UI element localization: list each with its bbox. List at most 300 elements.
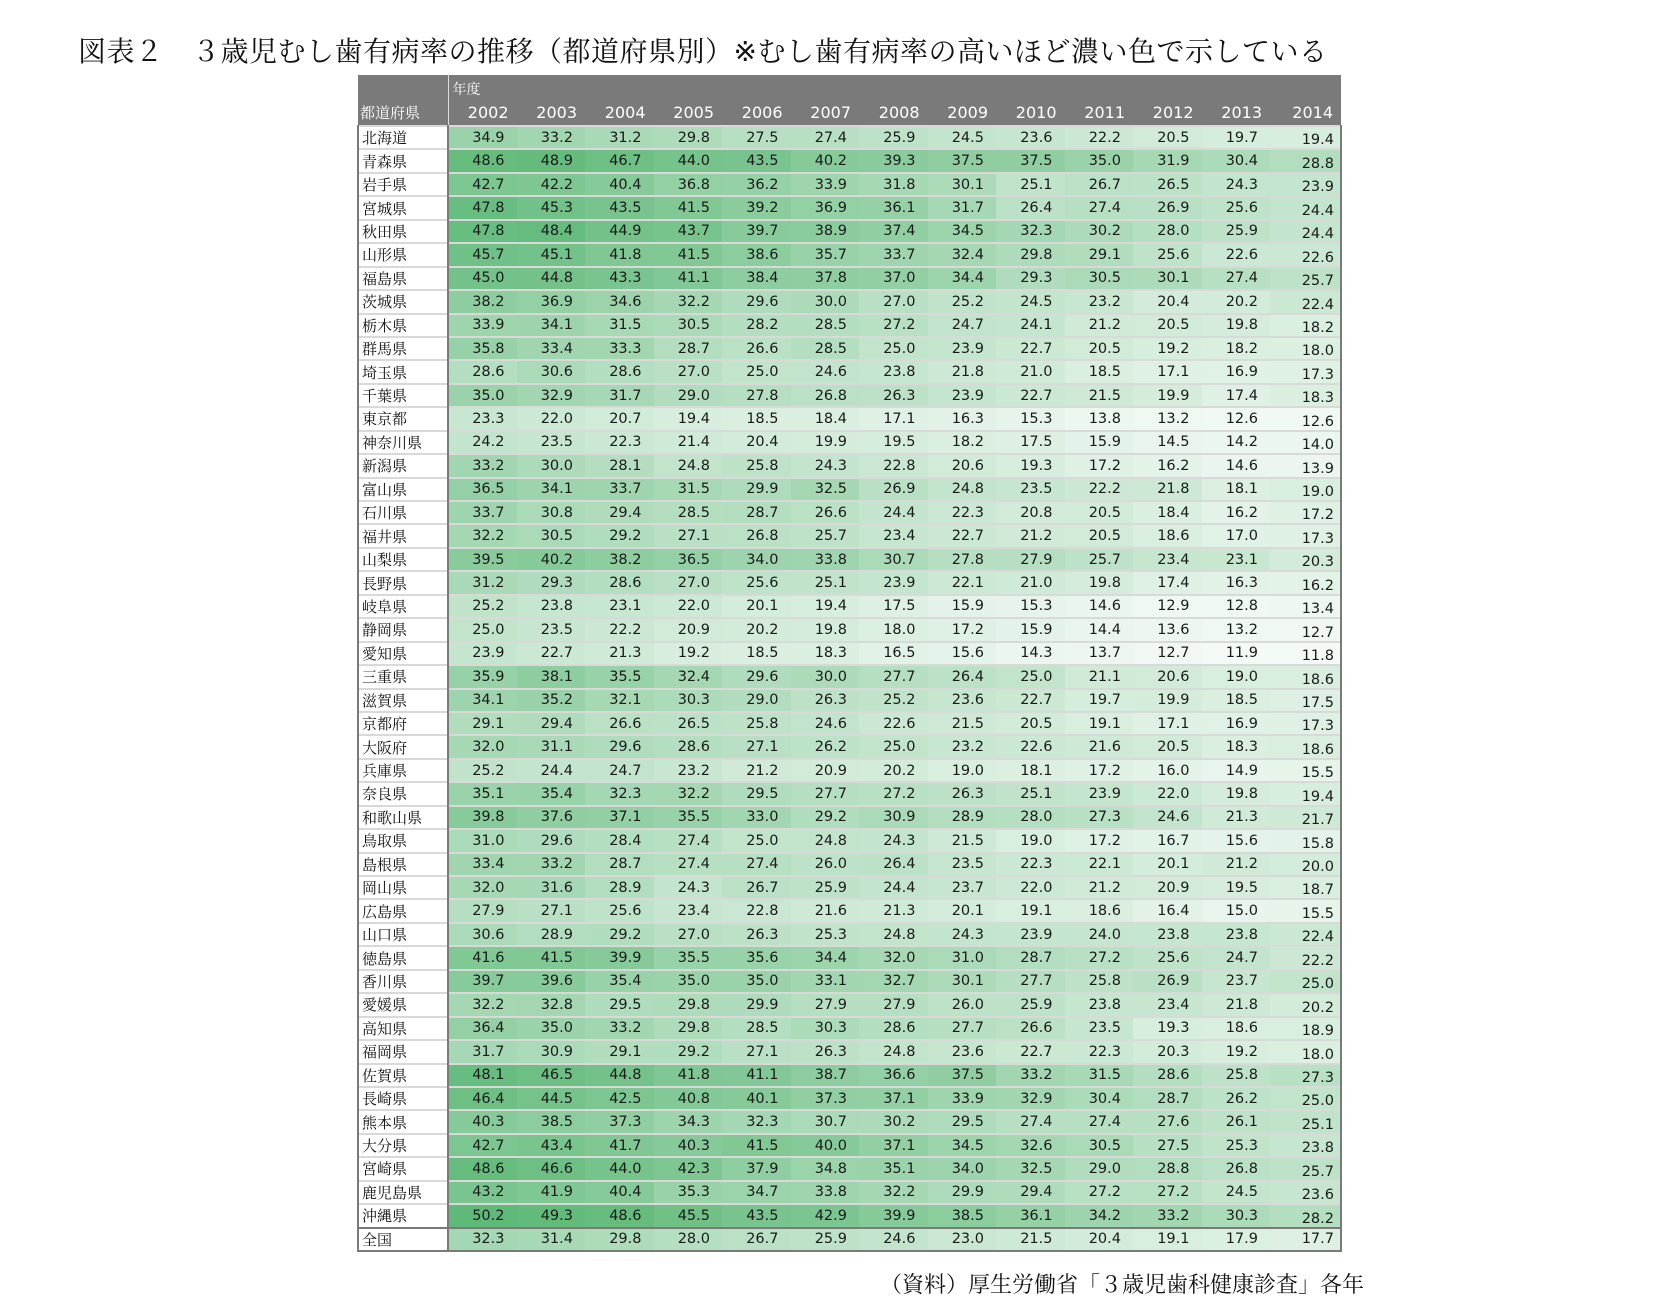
rate-cell: 33.8 [791,548,860,571]
rate-cell: 20.4 [1133,290,1202,313]
rate-cell: 41.5 [654,243,723,266]
rate-cell: 23.9 [1270,173,1341,196]
rate-cell: 25.9 [1202,220,1271,243]
rate-cell: 14.0 [1270,431,1341,454]
table-row [358,524,1341,547]
rate-cell: 22.4 [1270,923,1341,946]
table-row [358,571,1341,594]
rate-cell: 40.2 [517,548,586,571]
table-row [358,1040,1341,1063]
rate-cell: 21.3 [585,642,654,665]
rate-cell: 43.3 [585,267,654,290]
rate-cell: 14.9 [1202,759,1271,782]
rate-cell: 22.3 [996,853,1065,876]
rate-cell: 38.9 [791,220,860,243]
rate-cell: 23.2 [654,759,723,782]
rate-cell: 31.7 [585,384,654,407]
rate-cell: 25.9 [791,876,860,899]
rate-cell: 29.5 [585,993,654,1016]
rate-cell: 28.2 [1270,1204,1341,1227]
rate-cell: 22.1 [928,571,997,594]
rate-cell: 30.3 [654,689,723,712]
rate-cell: 25.9 [996,993,1065,1016]
rate-cell: 43.5 [722,1204,791,1227]
rate-cell: 12.6 [1202,407,1271,430]
prefecture-name: 愛媛県 [358,993,448,1016]
rate-cell: 20.5 [1065,501,1134,524]
rate-cell: 19.8 [1202,782,1271,805]
rate-cell: 30.1 [1133,267,1202,290]
rate-cell: 37.4 [859,220,928,243]
rate-cell: 21.2 [1065,314,1134,337]
year-header-2011: 2011 [1065,99,1134,126]
rate-cell: 20.1 [1133,853,1202,876]
rate-cell: 28.9 [928,806,997,829]
rate-cell: 18.4 [1133,501,1202,524]
rate-cell: 24.6 [791,712,860,735]
rate-cell: 22.2 [1065,478,1134,501]
rate-cell: 19.3 [996,454,1065,477]
rate-cell: 31.6 [517,876,586,899]
rate-cell: 21.8 [1202,993,1271,1016]
rate-cell: 26.3 [791,689,860,712]
rate-cell: 31.2 [585,126,654,149]
rate-cell: 48.1 [448,1064,517,1087]
rate-cell: 24.8 [791,829,860,852]
rate-cell: 36.4 [448,1017,517,1040]
rate-cell: 31.2 [448,571,517,594]
table-row [358,196,1341,219]
prefecture-name: 佐賀県 [358,1064,448,1087]
rate-cell: 17.2 [928,618,997,641]
table-row [358,149,1341,172]
rate-cell: 35.5 [654,946,723,969]
rate-cell: 13.9 [1270,454,1341,477]
rate-cell: 26.7 [722,1228,791,1251]
table-row [358,1204,1341,1227]
rate-cell: 39.2 [722,196,791,219]
rate-cell: 20.3 [1270,548,1341,571]
table-row [358,876,1341,899]
rate-cell: 27.3 [1065,806,1134,829]
rate-cell: 27.0 [654,923,723,946]
rate-cell: 28.7 [654,337,723,360]
rate-cell: 37.3 [791,1087,860,1110]
rate-cell: 33.2 [1133,1204,1202,1227]
rate-cell: 23.7 [928,876,997,899]
rate-cell: 48.6 [448,1157,517,1180]
rate-cell: 30.7 [791,1110,860,1133]
rate-cell: 27.4 [791,126,860,149]
rate-cell: 38.1 [517,665,586,688]
rate-cell: 40.4 [585,173,654,196]
table-row [358,946,1341,969]
rate-cell: 46.5 [517,1064,586,1087]
rate-cell: 27.7 [996,970,1065,993]
rate-cell: 46.6 [517,1157,586,1180]
rate-cell: 42.9 [791,1204,860,1227]
rate-cell: 24.6 [1133,806,1202,829]
rate-cell: 40.3 [654,1134,723,1157]
rate-cell: 23.9 [859,571,928,594]
rate-cell: 30.1 [928,173,997,196]
table-row [358,642,1341,665]
rate-cell: 24.3 [859,829,928,852]
rate-cell: 35.5 [654,806,723,829]
year-header-2003: 2003 [517,99,586,126]
rate-cell: 31.0 [928,946,997,969]
rate-cell: 23.4 [859,524,928,547]
rate-cell: 19.7 [1065,689,1134,712]
rate-cell: 25.0 [448,618,517,641]
rate-cell: 33.4 [448,853,517,876]
year-header-2006: 2006 [722,99,791,126]
rate-cell: 15.9 [996,618,1065,641]
rate-cell: 23.4 [1133,548,1202,571]
rate-cell: 36.1 [859,196,928,219]
rate-cell: 14.4 [1065,618,1134,641]
rate-cell: 29.3 [517,571,586,594]
rate-cell: 17.1 [1133,712,1202,735]
rate-cell: 35.0 [517,1017,586,1040]
rate-cell: 28.6 [1133,1064,1202,1087]
rate-cell: 21.4 [654,431,723,454]
prefecture-name: 鳥取県 [358,829,448,852]
rate-cell: 28.7 [722,501,791,524]
rate-cell: 25.1 [1270,1110,1341,1133]
rate-cell: 18.6 [1270,665,1341,688]
rate-cell: 22.7 [928,524,997,547]
rate-cell: 30.6 [517,360,586,383]
rate-cell: 18.2 [1202,337,1271,360]
rate-cell: 48.6 [448,149,517,172]
rate-cell: 24.7 [928,314,997,337]
rate-cell: 32.2 [859,1181,928,1204]
rate-cell: 26.8 [1202,1157,1271,1180]
year-header-2004: 2004 [585,99,654,126]
table-row [358,173,1341,196]
rate-cell: 30.3 [791,1017,860,1040]
rate-cell: 18.5 [722,407,791,430]
rate-cell: 26.9 [1133,196,1202,219]
rate-cell: 32.3 [585,782,654,805]
rate-cell: 40.3 [448,1110,517,1133]
rate-cell: 25.1 [791,571,860,594]
rate-cell: 25.2 [859,689,928,712]
rate-cell: 24.8 [928,478,997,501]
rate-cell: 13.2 [1133,407,1202,430]
rate-cell: 25.7 [1065,548,1134,571]
rate-cell: 29.8 [654,126,723,149]
rate-cell: 34.8 [791,1157,860,1180]
rate-cell: 23.1 [1202,548,1271,571]
heatmap-table [357,75,1342,1252]
rate-cell: 23.5 [517,431,586,454]
rate-cell: 24.0 [1065,923,1134,946]
year-header-2010: 2010 [996,99,1065,126]
rate-cell: 30.5 [1065,267,1134,290]
rate-cell: 21.6 [791,899,860,922]
rate-cell: 19.5 [859,431,928,454]
rate-cell: 35.9 [448,665,517,688]
prefecture-name: 青森県 [358,149,448,172]
rate-cell: 35.8 [448,337,517,360]
rate-cell: 17.5 [996,431,1065,454]
rate-cell: 37.1 [859,1087,928,1110]
rate-cell: 23.6 [928,1040,997,1063]
rate-cell: 46.7 [585,149,654,172]
prefecture-name: 岩手県 [358,173,448,196]
prefecture-name: 福井県 [358,524,448,547]
rate-cell: 32.9 [996,1087,1065,1110]
table-row [358,1134,1341,1157]
rate-cell: 44.8 [585,1064,654,1087]
rate-cell: 18.3 [1270,384,1341,407]
rate-cell: 16.9 [1202,712,1271,735]
rate-cell: 29.4 [585,501,654,524]
rate-cell: 17.3 [1270,712,1341,735]
rate-cell: 32.3 [448,1228,517,1251]
rate-cell: 14.5 [1133,431,1202,454]
year-header-2008: 2008 [859,99,928,126]
rate-cell: 33.9 [928,1087,997,1110]
table-row [358,1017,1341,1040]
prefecture-name: 島根県 [358,853,448,876]
rate-cell: 24.4 [859,876,928,899]
rate-cell: 21.5 [928,829,997,852]
rate-cell: 24.4 [1270,220,1341,243]
rate-cell: 25.7 [1270,267,1341,290]
rate-cell: 33.7 [859,243,928,266]
rate-cell: 15.0 [1202,899,1271,922]
rate-cell: 17.2 [1065,454,1134,477]
rate-cell: 27.5 [722,126,791,149]
rate-cell: 29.8 [654,1017,723,1040]
rate-cell: 43.2 [448,1181,517,1204]
prefecture-name: 京都府 [358,712,448,735]
rate-cell: 29.3 [996,267,1065,290]
rate-cell: 25.1 [996,173,1065,196]
rate-cell: 36.5 [448,478,517,501]
rate-cell: 41.8 [585,243,654,266]
rate-cell: 32.4 [928,243,997,266]
rate-cell: 42.7 [448,173,517,196]
rate-cell: 18.6 [1202,1017,1271,1040]
rate-cell: 15.9 [1065,431,1134,454]
rate-cell: 26.6 [791,501,860,524]
rate-cell: 22.0 [517,407,586,430]
rate-cell: 35.4 [585,970,654,993]
rate-cell: 20.6 [1133,665,1202,688]
rate-cell: 29.9 [722,993,791,1016]
rate-cell: 26.3 [791,1040,860,1063]
rate-cell: 31.7 [448,1040,517,1063]
rate-cell: 24.6 [859,1228,928,1251]
rate-cell: 36.6 [859,1064,928,1087]
rate-cell: 19.2 [1202,1040,1271,1063]
rate-cell: 20.4 [722,431,791,454]
rate-cell: 23.4 [654,899,723,922]
rate-cell: 12.6 [1270,407,1341,430]
rate-cell: 30.5 [654,314,723,337]
rate-cell: 33.9 [791,173,860,196]
rate-cell: 36.5 [654,548,723,571]
rate-cell: 28.6 [448,360,517,383]
rate-cell: 37.1 [859,1134,928,1157]
rate-cell: 32.5 [791,478,860,501]
rate-cell: 39.8 [448,806,517,829]
rate-cell: 19.0 [1270,478,1341,501]
rate-cell: 45.3 [517,196,586,219]
rate-cell: 30.5 [517,524,586,547]
rate-cell: 19.2 [654,642,723,665]
rate-cell: 32.2 [448,993,517,1016]
rate-cell: 14.3 [996,642,1065,665]
rate-cell: 27.0 [654,360,723,383]
rate-cell: 25.0 [1270,970,1341,993]
rate-cell: 29.9 [722,478,791,501]
rate-cell: 27.4 [654,853,723,876]
rate-cell: 22.0 [654,595,723,618]
rate-cell: 27.8 [722,384,791,407]
rate-cell: 34.9 [448,126,517,149]
rate-cell: 40.0 [791,1134,860,1157]
rate-cell: 23.2 [928,735,997,758]
rate-cell: 20.4 [1065,1228,1134,1251]
rate-cell: 24.5 [1202,1181,1271,1204]
rate-cell: 23.8 [1270,1134,1341,1157]
rate-cell: 29.4 [517,712,586,735]
rate-cell: 23.6 [996,126,1065,149]
rate-cell: 45.0 [448,267,517,290]
rate-cell: 47.8 [448,220,517,243]
rate-cell: 21.5 [1065,384,1134,407]
rate-cell: 19.0 [1202,665,1271,688]
rate-cell: 29.5 [722,782,791,805]
table-row [358,899,1341,922]
rate-cell: 24.2 [448,431,517,454]
rate-cell: 21.6 [1065,735,1134,758]
rate-cell: 33.2 [996,1064,1065,1087]
rate-cell: 29.1 [585,1040,654,1063]
prefecture-name: 千葉県 [358,384,448,407]
rate-cell: 29.2 [585,524,654,547]
rate-cell: 27.4 [1065,1110,1134,1133]
rate-cell: 16.5 [859,642,928,665]
rate-cell: 28.6 [654,735,723,758]
rate-cell: 23.9 [928,337,997,360]
rate-cell: 25.6 [1202,196,1271,219]
rate-cell: 30.0 [791,290,860,313]
rate-cell: 27.2 [1133,1181,1202,1204]
rate-cell: 28.8 [1270,149,1341,172]
rate-cell: 43.5 [722,149,791,172]
rate-cell: 12.8 [1202,595,1271,618]
rate-cell: 22.3 [1065,1040,1134,1063]
rate-cell: 41.5 [722,1134,791,1157]
rate-cell: 27.9 [996,548,1065,571]
year-header-2014: 2014 [1270,99,1341,126]
rate-cell: 41.7 [585,1134,654,1157]
rate-cell: 19.1 [996,899,1065,922]
rate-cell: 44.9 [585,220,654,243]
rate-cell: 21.2 [722,759,791,782]
rate-cell: 45.1 [517,243,586,266]
rate-cell: 25.0 [722,829,791,852]
rate-cell: 19.9 [1133,384,1202,407]
rate-cell: 23.8 [1133,923,1202,946]
rate-cell: 30.5 [1065,1134,1134,1157]
prefecture-name: 茨城県 [358,290,448,313]
rate-cell: 40.2 [791,149,860,172]
rate-cell: 26.5 [1133,173,1202,196]
rate-cell: 35.1 [448,782,517,805]
rate-cell: 24.8 [859,923,928,946]
rate-cell: 22.4 [1270,290,1341,313]
rate-cell: 31.9 [1133,149,1202,172]
rate-cell: 15.6 [1202,829,1271,852]
rate-cell: 21.3 [859,899,928,922]
rate-cell: 23.5 [928,853,997,876]
table-row [358,829,1341,852]
rate-cell: 20.9 [1133,876,1202,899]
rate-cell: 32.9 [517,384,586,407]
rate-cell: 22.7 [517,642,586,665]
rate-cell: 34.4 [791,946,860,969]
table-row [358,290,1341,313]
rate-cell: 27.7 [928,1017,997,1040]
rate-cell: 22.7 [996,384,1065,407]
rate-cell: 40.1 [722,1087,791,1110]
rate-cell: 28.9 [517,923,586,946]
rate-cell: 26.4 [859,853,928,876]
rate-cell: 35.4 [517,782,586,805]
rate-cell: 28.5 [791,337,860,360]
rate-cell: 39.5 [448,548,517,571]
rate-cell: 26.6 [996,1017,1065,1040]
year-header-2013: 2013 [1202,99,1271,126]
rate-cell: 23.9 [1065,782,1134,805]
prefecture-column-header: 都道府県 [358,99,448,126]
rate-cell: 18.6 [1133,524,1202,547]
rate-cell: 17.2 [1270,501,1341,524]
rate-cell: 17.4 [1202,384,1271,407]
rate-cell: 21.5 [928,712,997,735]
rate-cell: 19.4 [1270,126,1341,149]
rate-cell: 33.4 [517,337,586,360]
rate-cell: 31.5 [654,478,723,501]
rate-cell: 29.0 [1065,1157,1134,1180]
table-row [358,1110,1341,1133]
rate-cell: 46.4 [448,1087,517,1110]
rate-cell: 20.0 [1270,853,1341,876]
rate-cell: 27.2 [1065,1181,1134,1204]
rate-cell: 20.5 [1133,314,1202,337]
rate-cell: 25.1 [996,782,1065,805]
rate-cell: 34.6 [585,290,654,313]
heatmap-table-container [357,75,1340,1252]
rate-cell: 20.5 [1065,524,1134,547]
rate-cell: 19.8 [1202,314,1271,337]
rate-cell: 36.1 [996,1204,1065,1227]
rate-cell: 18.0 [1270,337,1341,360]
rate-cell: 28.6 [859,1017,928,1040]
rate-cell: 44.0 [585,1157,654,1180]
rate-cell: 27.7 [791,782,860,805]
rate-cell: 23.4 [1133,993,1202,1016]
rate-cell: 27.4 [1202,267,1271,290]
table-row [358,407,1341,430]
